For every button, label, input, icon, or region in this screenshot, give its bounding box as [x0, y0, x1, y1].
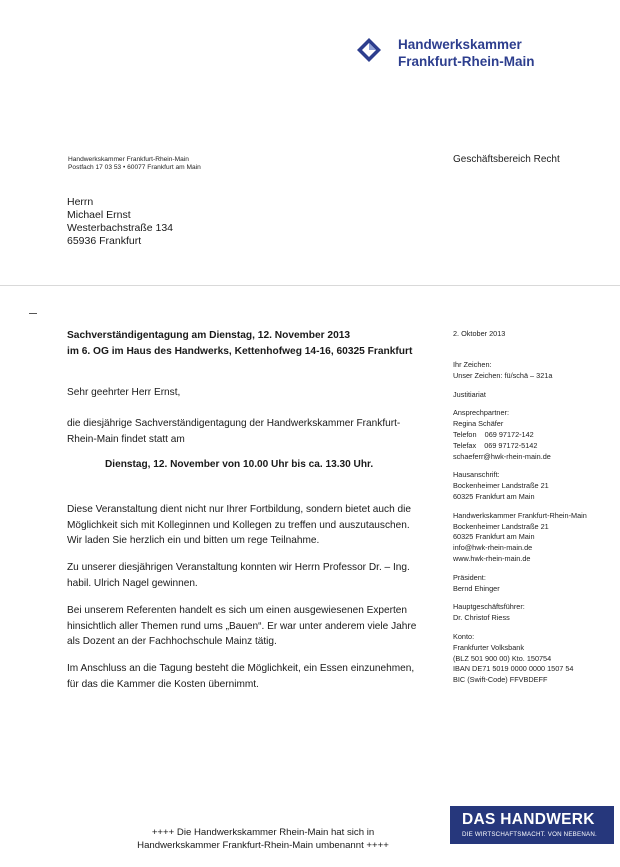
bank-name: Frankfurter Volksbank [453, 642, 524, 652]
recipient-line-2: Michael Ernst [67, 209, 131, 221]
scan-line [0, 285, 620, 286]
president-label: Präsident: [453, 572, 486, 582]
paragraph-2 [67, 502, 425, 549]
president-name: Bernd Ehinger [453, 583, 500, 593]
org-street: Bockenheimer Landstraße 21 [453, 521, 549, 531]
fold-mark [29, 313, 37, 314]
bank-iban: IBAN DE71 5019 0000 0000 1507 54 [453, 664, 574, 674]
chamber-logo-icon [357, 38, 381, 62]
address-city: 60325 Frankfurt am Main [453, 491, 535, 501]
paragraph-4 [67, 603, 425, 650]
bank-blz: (BLZ 501 900 00) Kto. 150754 [453, 653, 552, 663]
org-web: www.hwk-rhein-main.de [453, 553, 531, 563]
contact-phone: Telefon 069 97172-142 [453, 429, 534, 439]
address-label: Hausanschrift: [453, 470, 500, 480]
p1-line-2: Rhein-Main findet statt am [67, 433, 185, 445]
recipient-line-3: Westerbachstraße 134 [67, 222, 174, 234]
p4-line-3: als Dozent an der Fachhochschule Mainz tätig. [67, 636, 277, 647]
unser-zeichen: Unser Zeichen: fü/schä – 321a [453, 370, 553, 380]
p5-line-1: Im Anschluss an die Tagung besteht die Möglichkeit, ein Essen einzunehmen, [67, 663, 415, 674]
letter-date: 2. Oktober 2013 [453, 329, 506, 338]
department: Geschäftsbereich Recht [453, 154, 560, 165]
p2-line-2: Möglichkeit sich mit Kolleginnen und Kollegen zu treffen und auszutauschen. [67, 519, 410, 531]
subject-line-2: im 6. OG im Haus des Handwerks, Kettenhofweg 14-16, 60325 Frankfurt [67, 346, 413, 357]
logo-line-2: Frankfurt-Rhein-Main [398, 54, 535, 69]
contact-label: Ansprechpartner: [453, 408, 509, 418]
paragraph-1 [67, 416, 425, 447]
justitiariat: Justitiariat [453, 389, 486, 399]
chamber-logo-text [398, 36, 535, 70]
logo-line-1: Handwerkskammer [398, 37, 522, 52]
contact-email: schaeferr@hwk-rhein-main.de [453, 451, 551, 461]
recipient-address [67, 196, 173, 248]
footer-line-1: ++++ Die Handwerkskammer Rhein-Main hat sich in [151, 827, 375, 838]
p5-line-2: für das die Kammer die Kosten übernimmt. [67, 678, 259, 690]
org-city: 60325 Frankfurt am Main [453, 532, 535, 542]
ceo-label: Hauptgeschäftsführer: [453, 602, 525, 612]
org-name: Handwerkskammer Frankfurt-Rhein-Main [453, 510, 587, 520]
paragraph-3 [67, 560, 425, 591]
contact-name: Regina Schäfer [453, 419, 504, 429]
event-date-highlight: Dienstag, 12. November von 10.00 Uhr bis ca. 13.30 Uhr. [105, 459, 374, 470]
reference-block [453, 360, 587, 686]
badge-subtitle: DIE WIRTSCHAFTSMACHT. VON NEBENAN. [462, 831, 597, 838]
p4-line-2: hinsichtlich aller Themen rund ums „Bauen“. Er war unter anderem viele Jahre [67, 620, 417, 632]
contact-fax: Telefax 069 97172-5142 [453, 440, 538, 450]
recipient-line-1: Herrn [67, 196, 94, 208]
p2-line-1: Diese Veranstaltung dient nicht nur Ihrer Fortbildung, sondern bietet auch die [67, 504, 411, 515]
footer-line-2: Handwerkskammer Frankfurt-Rhein-Main umbenannt ++++ [137, 840, 389, 851]
salutation: Sehr geehrter Herr Ernst, [67, 387, 181, 398]
badge-title: DAS HANDWERK [462, 811, 595, 828]
sender-line-1: Handwerkskammer Frankfurt-Rhein-Main [68, 156, 189, 163]
ihr-zeichen: Ihr Zeichen: [453, 360, 492, 369]
das-handwerk-badge [450, 806, 614, 844]
p4-line-1: Bei unserem Referenten handelt es sich um einen ausgewiesenen Experten [67, 605, 408, 616]
bank-bic: BIC (Swift-Code) FFVBDEFF [453, 675, 548, 685]
p3-line-2: habil. Ulrich Nagel gewinnen. [67, 577, 198, 589]
p2-line-3: Wir laden Sie herzlich ein und bitten um rege Teilnahme. [67, 535, 320, 546]
org-email: info@hwk-rhein-main.de [453, 543, 533, 553]
sender-line-2: Postfach 17 03 53 • 60077 Frankfurt am Main [68, 164, 201, 171]
subject-line-1: Sachverständigentagung am Dienstag, 12. November 2013 [67, 330, 351, 341]
subject [67, 328, 412, 360]
account-label: Konto: [453, 631, 475, 641]
address-street: Bockenheimer Landstraße 21 [453, 481, 549, 491]
ceo-name: Dr. Christof Riess [453, 613, 510, 623]
recipient-line-4: 65936 Frankfurt [67, 235, 142, 247]
footer-note [118, 826, 408, 852]
p1-line-1: die diesjährige Sachverständigentagung der Handwerkskammer Frankfurt- [67, 418, 401, 429]
paragraph-5 [67, 661, 425, 692]
p3-line-1: Zu unserer diesjährigen Veranstaltung konnten wir Herrn Professor Dr. – Ing. [67, 562, 410, 573]
